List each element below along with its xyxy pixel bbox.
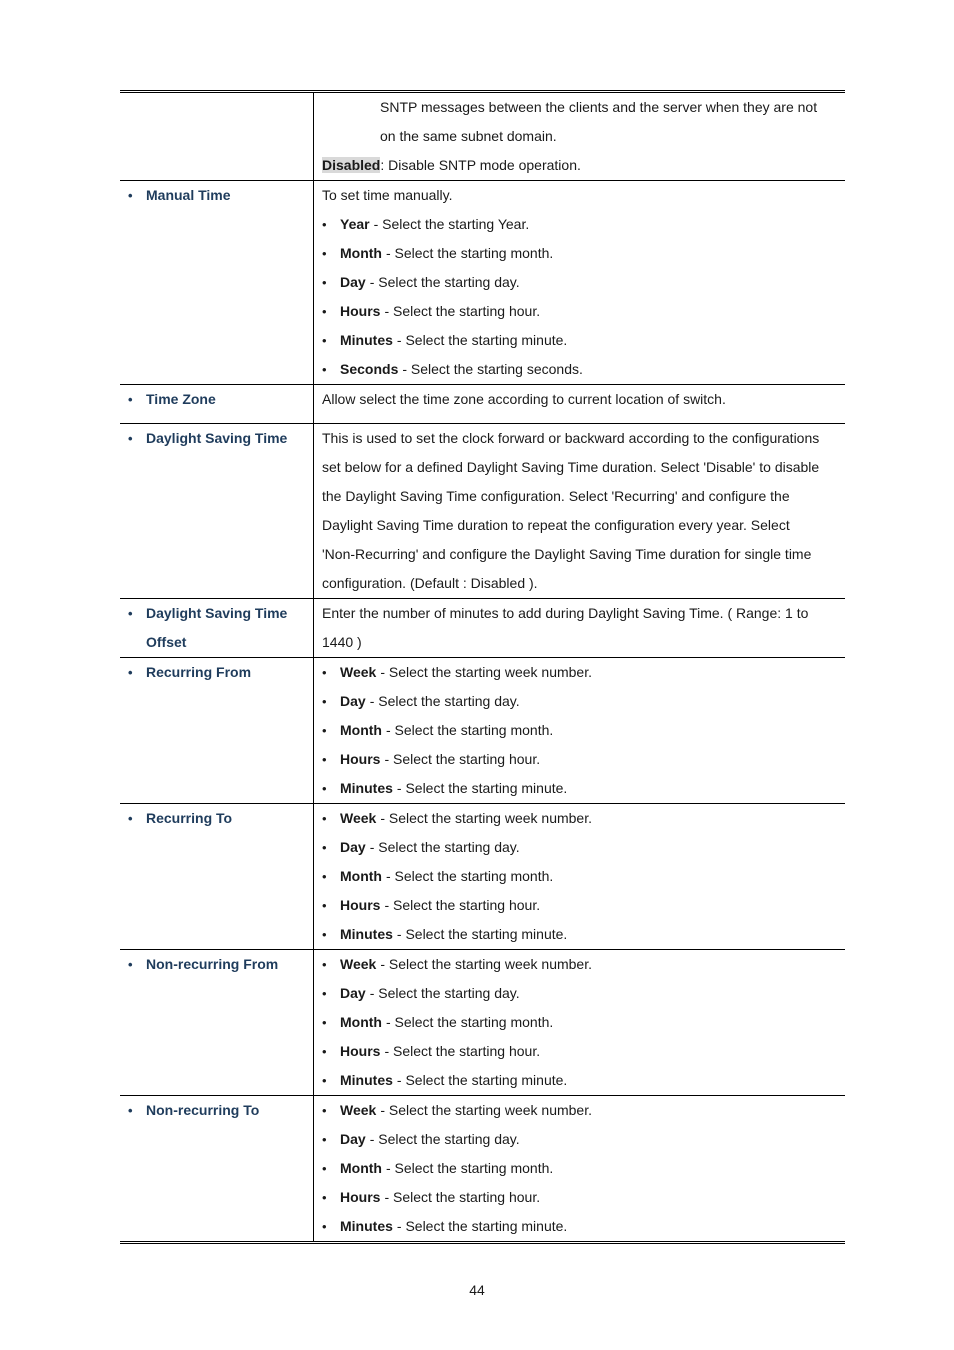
desc-list (322, 804, 839, 949)
table-row (120, 599, 845, 658)
param-label: • Daylight Saving Time (120, 424, 313, 453)
desc-line: 'Non-Recurring' and configure the Daylight Saving Time duration for single time (322, 546, 812, 562)
list-item: • Month - Select the starting month. (322, 1008, 839, 1037)
bullet-icon: • (322, 811, 327, 826)
bullet-icon: • (322, 898, 327, 913)
list-item: • Month - Select the starting month. (322, 716, 839, 745)
bullet-icon: • (128, 606, 133, 621)
desc-cell (314, 599, 846, 658)
table-row (120, 92, 845, 181)
bullet-icon: • (322, 1044, 327, 1059)
bullet-icon: • (128, 431, 133, 446)
param-cell (120, 599, 314, 658)
desc-cell (314, 92, 846, 181)
list-item: • Week - Select the starting week number. (322, 950, 839, 979)
highlight-term: Disabled (322, 157, 381, 173)
bullet-icon: • (322, 723, 327, 738)
param-cell (120, 181, 314, 385)
bullet-icon: • (322, 1073, 327, 1088)
list-item: • Day - Select the starting day. (322, 833, 839, 862)
list-item: • Minutes - Select the starting minute. (322, 1212, 839, 1241)
param-cell (120, 385, 314, 424)
bullet-icon: • (128, 811, 133, 826)
desc-cell (314, 424, 846, 599)
bullet-icon: • (322, 1161, 327, 1176)
table-row (120, 424, 845, 599)
bullet-icon: • (322, 752, 327, 767)
bullet-icon: • (322, 927, 327, 942)
list-item: • Hours - Select the starting hour. (322, 1183, 839, 1212)
param-label: • Time Zone (120, 385, 313, 414)
list-item: • Minutes - Select the starting minute. (322, 774, 839, 803)
highlight-rest: : Disable SNTP mode operation. (380, 157, 581, 173)
list-item: • Day - Select the starting day. (322, 687, 839, 716)
desc-list (322, 1096, 839, 1241)
desc-line: on the same subnet domain. (380, 128, 557, 144)
desc-cell (314, 658, 846, 804)
list-item: • Week - Select the starting week number. (322, 658, 839, 687)
param-cell (120, 658, 314, 804)
desc-intro: To set time manually. (322, 187, 453, 203)
bullet-icon: • (322, 333, 327, 348)
desc-line: the Daylight Saving Time configuration. Select 'Recurring' and configure the (322, 488, 790, 504)
bullet-icon: • (128, 392, 133, 407)
table-row (120, 181, 845, 385)
table-row (120, 658, 845, 804)
desc-line: Allow select the time zone according to current location of switch. (322, 391, 726, 407)
bullet-icon: • (322, 781, 327, 796)
bullet-icon: • (128, 1103, 133, 1118)
desc-list (322, 210, 839, 384)
desc-line: set below for a defined Daylight Saving Time duration. Select 'Disable' to disable (322, 459, 820, 475)
bullet-icon: • (322, 1103, 327, 1118)
list-item: • Seconds - Select the starting seconds. (322, 355, 839, 384)
page-number: 44 (469, 1282, 485, 1298)
list-item: • Hours - Select the starting hour. (322, 745, 839, 774)
desc-list (322, 950, 839, 1095)
list-item: • Minutes - Select the starting minute. (322, 1066, 839, 1095)
desc-cell (314, 385, 846, 424)
list-item: • Hours - Select the starting hour. (322, 891, 839, 920)
desc-line: SNTP messages between the clients and the server when they are not (380, 99, 818, 115)
bullet-icon: • (322, 1219, 327, 1234)
bullet-icon: • (322, 957, 327, 972)
param-label: • Recurring From (120, 658, 313, 687)
desc-cell (314, 1096, 846, 1243)
desc-cell (314, 181, 846, 385)
param-label: • Manual Time (120, 181, 313, 210)
desc-line: Enter the number of minutes to add during Daylight Saving Time. ( Range: 1 to (322, 605, 809, 621)
desc-line: 1440 ) (322, 634, 362, 650)
list-item: • Minutes - Select the starting minute. (322, 326, 839, 355)
list-item: • Month - Select the starting month. (322, 239, 839, 268)
bullet-icon: • (322, 362, 327, 377)
table-row (120, 950, 845, 1096)
table-row (120, 1096, 845, 1243)
list-item: • Year - Select the starting Year. (322, 210, 839, 239)
param-cell (120, 950, 314, 1096)
param-label: • Daylight Saving Time Offset (120, 599, 313, 657)
parameter-table (120, 90, 845, 1244)
list-item: • Minutes - Select the starting minute. (322, 920, 839, 949)
table-row (120, 385, 845, 424)
bullet-icon: • (128, 957, 133, 972)
bullet-icon: • (322, 869, 327, 884)
bullet-icon: • (322, 1132, 327, 1147)
bullet-icon: • (322, 1190, 327, 1205)
list-item: • Hours - Select the starting hour. (322, 297, 839, 326)
desc-line (322, 151, 839, 180)
bullet-icon: • (322, 1015, 327, 1030)
param-label: • Non-recurring To (120, 1096, 313, 1125)
desc-line: This is used to set the clock forward or backward according to the configurations (322, 430, 820, 446)
param-cell (120, 92, 314, 181)
desc-list (322, 658, 839, 803)
list-item: • Hours - Select the starting hour. (322, 1037, 839, 1066)
list-item: • Week - Select the starting week number. (322, 1096, 839, 1125)
bullet-icon: • (322, 694, 327, 709)
bullet-icon: • (322, 246, 327, 261)
param-cell (120, 424, 314, 599)
list-item: • Week - Select the starting week number. (322, 804, 839, 833)
bullet-icon: • (322, 840, 327, 855)
bullet-icon: • (322, 217, 327, 232)
list-item: • Month - Select the starting month. (322, 862, 839, 891)
desc-line: Daylight Saving Time duration to repeat the configuration every year. Select (322, 517, 790, 533)
list-item: • Month - Select the starting month. (322, 1154, 839, 1183)
bullet-icon: • (128, 188, 133, 203)
desc-line: configuration. (Default : Disabled ). (322, 575, 538, 591)
param-cell (120, 804, 314, 950)
param-label: • Recurring To (120, 804, 313, 833)
bullet-icon: • (128, 665, 133, 680)
bullet-icon: • (322, 986, 327, 1001)
desc-cell (314, 950, 846, 1096)
list-item: • Day - Select the starting day. (322, 1125, 839, 1154)
bullet-icon: • (322, 275, 327, 290)
bullet-icon: • (322, 304, 327, 319)
param-label: • Non-recurring From (120, 950, 313, 979)
param-cell (120, 1096, 314, 1243)
list-item: • Day - Select the starting day. (322, 979, 839, 1008)
list-item: • Day - Select the starting day. (322, 268, 839, 297)
table-row (120, 804, 845, 950)
bullet-icon: • (322, 665, 327, 680)
desc-cell (314, 804, 846, 950)
